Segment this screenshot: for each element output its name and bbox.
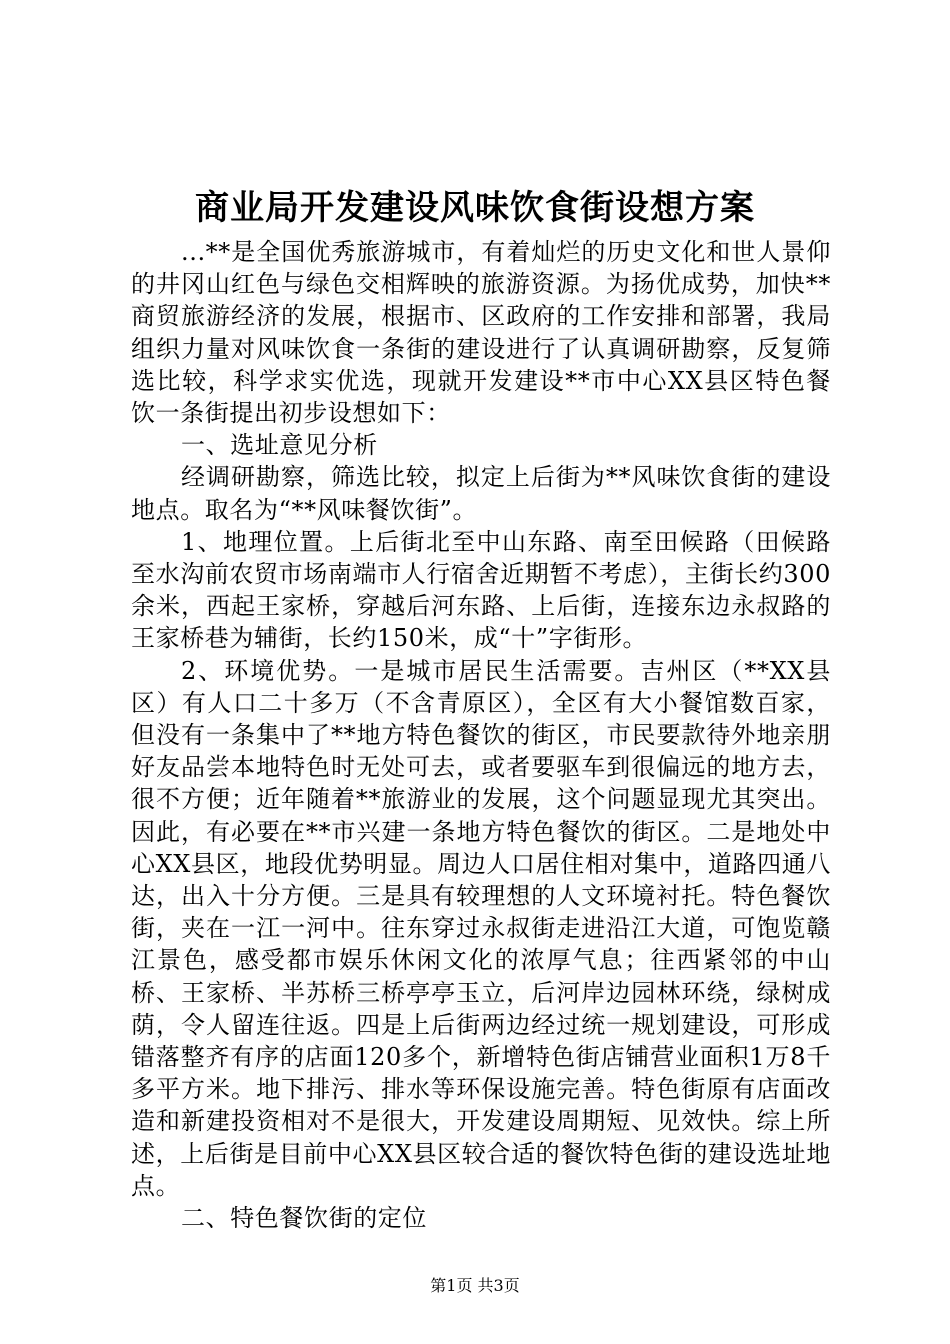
geographic-location-paragraph: 1、地理位置。上后街北至中山东路、南至田候路（田候路至水沟前农贸市场南端市人行宿舍近期暂不考虑），主街长约300余米，西起王家桥，穿越后河东路、上后街，连接东边永叔路的王家桥巷为辅街，长约150米，成“十”字街形。: [131, 527, 831, 653]
page-footer: 第1页 共3页: [430, 1276, 520, 1295]
section-heading-site-analysis: 一、选址意见分析: [181, 431, 378, 460]
environment-advantage-paragraph: 2、环境优势。一是城市居民生活需要。吉州区（**XX县区）有人口二十多万（不含青原区），全区有大小餐馆数百家，但没有一条集中了**地方特色餐饮的街区，市民要款待外地亲朋好友品尝本地特色时无处可去，或者要驱车到很偏远的地方去，很不方便；近年随着**旅游业的发展，这个问题显现尤其突出。因此，有必要在**市兴建一条地方特色餐饮的街区。二是地处中心XX县区，地段优势明显。周边人口居住相对集中，道路四通八达，出入十分方便。三是具有较理想的人文环境衬托。特色餐饮街，夹在一江一河中。往东穿过永叔街走进沿江大道，可饱览赣江景色，感受都市娱乐休闲文化的浓厚气息；往西紧邻的中山桥、王家桥、半苏桥三桥亭亭玉立，后河岸边园林环绕，绿树成荫，令人留连往返。四是上后街两边经过统一规划建设，可形成错落整齐有序的店面120多个，新增特色街店铺营业面积1万8千多平方米。地下排污、排水等环保设施完善。特色街原有店面改造和新建投资相对不是很大，开发建设周期短、见效快。综上所述，上后街是目前中心XX县区较合适的餐饮特色街的建设选址地点。: [131, 656, 831, 1200]
document-body: [131, 236, 831, 1234]
section-heading-positioning: 二、特色餐饮街的定位: [181, 1204, 427, 1233]
intro-paragraph: ...**是全国优秀旅游城市，有着灿烂的历史文化和世人景仰的井冈山红色与绿色交相辉映的旅游资源。为扬优成势，加快**商贸旅游经济的发展，根据市、区政府的工作安排和部署，我局组织力量对风味饮食一条街的建设进行了认真调研勘察，反复筛选比较，科学求实优选，现就开发建设**市中心XX县区特色餐饮一条街提出初步设想如下：: [131, 238, 831, 428]
site-selection-paragraph: 经调研勘察，筛选比较，拟定上后街为**风味饮食街的建设地点。取名为“**风味餐饮街”。: [131, 463, 831, 524]
document-title: 商业局开发建设风味饮食街设想方案: [195, 188, 755, 228]
